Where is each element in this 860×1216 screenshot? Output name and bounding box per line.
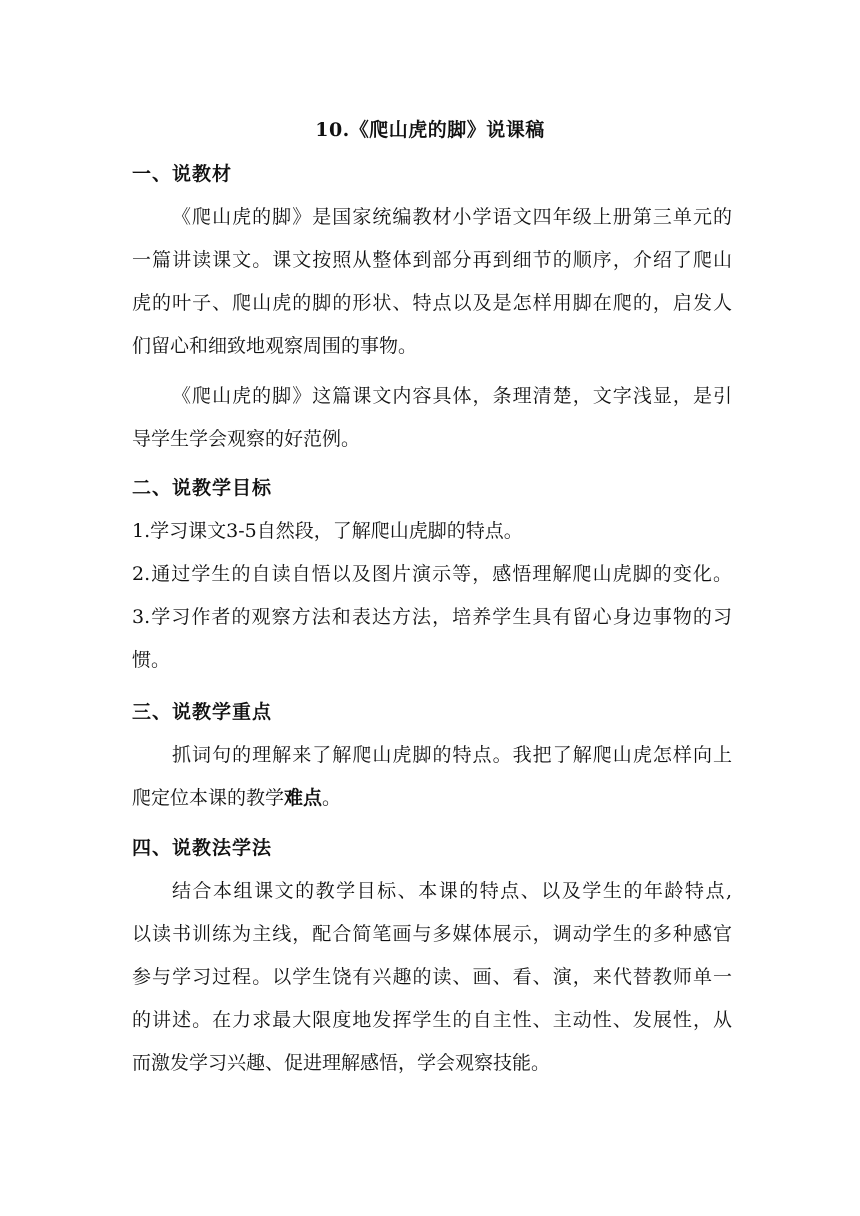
paragraph-line: 《爬山虎的脚》这篇课文内容具体，条理清楚，文字浅显，是引 [172, 385, 732, 407]
text-segment: 爬定位本课的教学 [132, 787, 285, 809]
section-heading-textbook: 一、说教材 [132, 163, 233, 185]
document-title: 10.《爬山虎的脚》说课稿 [315, 119, 545, 141]
goal-item-1: 1.学习课文3-5自然段，了解爬山虎脚的特点。 [132, 520, 523, 542]
goal-item-3: 3.学习作者的观察方法和表达方法，培养学生具有留心身边事物的习 [132, 606, 732, 628]
section-heading-teaching-goals: 二、说教学目标 [132, 477, 273, 499]
paragraph-line: 《爬山虎的脚》是国家统编教材小学语文四年级上册第三单元的 [172, 206, 732, 228]
text-segment: 。 [322, 787, 342, 809]
goal-item-3-continued: 惯。 [132, 649, 171, 671]
paragraph-line: 的讲述。在力求最大限度地发挥学生的自主性、主动性、发展性，从 [132, 1009, 732, 1031]
paragraph-line: 抓词句的理解来了解爬山虎脚的特点。我把了解爬山虎怎样向上 [172, 744, 732, 766]
emphasized-text-difficulty: 难点 [284, 787, 323, 809]
goal-item-2: 2.通过学生的自读自悟以及图片演示等，感悟理解爬山虎脚的变化。 [132, 563, 732, 585]
paragraph-line: 而激发学习兴趣、促进理解感悟，学会观察技能。 [132, 1052, 551, 1074]
paragraph-line: 虎的叶子、爬山虎的脚的形状、特点以及是怎样用脚在爬的，启发人 [132, 292, 732, 314]
section-heading-key-points: 三、说教学重点 [132, 701, 273, 723]
paragraph-line [132, 784, 732, 812]
paragraph-line: 导学生学会观察的好范例。 [132, 428, 361, 450]
paragraph-line: 结合本组课文的教学目标、本课的特点、以及学生的年龄特点, [172, 880, 732, 902]
paragraph-line: 们留心和细致地观察周围的事物。 [132, 335, 418, 357]
paragraph-line: 一篇讲读课文。课文按照从整体到部分再到细节的顺序，介绍了爬山 [132, 249, 732, 271]
paragraph-line: 参与学习过程。以学生饶有兴趣的读、画、看、演，来代替教师单一 [132, 966, 732, 988]
paragraph-line: 以读书训练为主线，配合简笔画与多媒体展示，调动学生的多种感官 [132, 923, 732, 945]
section-heading-methods: 四、说教法学法 [132, 837, 273, 859]
